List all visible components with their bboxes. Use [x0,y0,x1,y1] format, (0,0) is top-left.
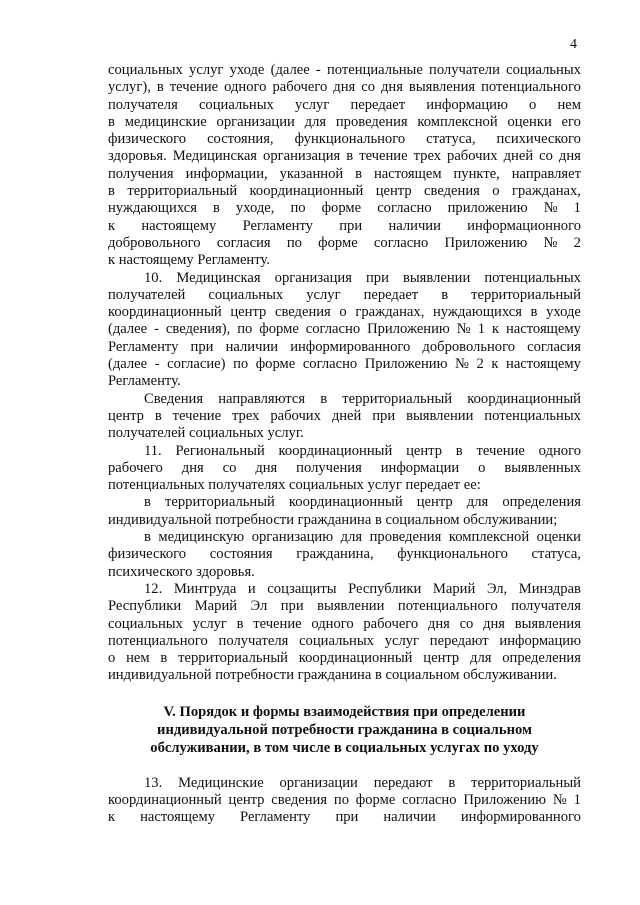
word: 10. [144,269,163,286]
word: 1 [477,321,485,338]
word: настоящем [373,165,442,182]
word: территориальный [471,286,581,303]
text-line [108,616,581,633]
word: потенциального [108,632,208,649]
word: функционального [397,546,508,563]
word: определения [502,494,581,511]
word: медицинскую [158,529,245,546]
paragraph [108,494,581,529]
word: № [456,321,471,338]
word: территориальный [178,650,288,667]
word: получателя [108,96,178,113]
word: соцзащиты [267,580,337,597]
text-line [108,218,581,235]
word: Марий [194,598,238,615]
word: гражданах, [511,183,581,200]
word: передают [429,632,489,649]
heading-line: индивидуальной потребности гражданина в социальном [157,721,532,738]
word: настоящему [140,809,216,826]
word: передают [373,774,433,791]
word: 1 [573,791,581,808]
word: социальных [506,62,581,78]
word: в [154,407,162,424]
word: в [236,615,244,632]
heading-line: V. Порядок и формы взаимодействия при определении [163,703,526,720]
word: одного [311,615,354,632]
word: выявлении [317,598,385,615]
word: к [491,356,499,373]
word: нуждающихся [432,304,522,321]
text-line [108,792,581,809]
word: комплексной [448,529,530,546]
word: 2 [573,234,581,251]
word: Марий [432,580,476,597]
word: к [491,321,500,338]
text-line [108,809,581,826]
section-heading [108,703,581,757]
word: при [365,269,389,286]
text-line [108,200,581,217]
document-body [108,62,581,827]
word: получателя [511,598,581,615]
word: Регламенту [240,809,311,826]
word: для [304,113,327,130]
text-line: индивидуальной потребности гражданина в социальном обслуживании; [108,511,558,528]
word: организации [279,774,358,791]
word: в [346,148,354,165]
text-line [108,79,581,96]
word: оценки [536,529,581,546]
word: по [237,321,253,338]
text-line: потенциальных получателях социальных услуг передает ее: [108,477,481,494]
word: дней [331,407,362,424]
text-line [108,131,581,148]
word: услуг [192,615,227,632]
word: социальных [208,286,284,303]
word: в [108,113,115,130]
text-line [108,339,581,356]
word: физического [108,131,187,148]
word: Приложению [444,234,528,251]
word: Медицинские [178,774,264,791]
word: Сведения [144,390,204,407]
text-line [108,650,581,667]
word: направляются [218,390,306,407]
word: течение [253,615,302,632]
word: социальных [299,632,374,649]
page-number: 4 [570,37,577,52]
word: о [339,304,347,321]
word: функционального [294,131,406,148]
word: 2 [476,356,484,373]
word: гражданина, [296,546,374,563]
word: при [339,217,363,234]
word: потенциального [481,79,581,96]
word: дня [181,459,204,476]
text-line: Регламенту. [108,373,181,390]
word: передает [363,286,419,303]
word: оценки [507,113,552,130]
text-line [108,114,581,131]
word: настоящему [506,356,581,373]
word: услуг [294,96,330,113]
word: физического [108,546,187,563]
text-line [108,633,581,650]
word: территориальный [342,390,453,407]
word: координационный [467,390,581,407]
heading-line: обслуживании, в том числе в социальных услугах по уходу [150,739,539,756]
text-line [108,148,581,165]
word: форме [259,321,299,338]
word: социальных [108,62,183,78]
word: течение [359,148,408,165]
word: Медицинская [172,148,258,165]
word: уходе [229,62,265,78]
word: выявлении [402,269,471,286]
word: информированного [460,809,581,826]
word: - [315,62,321,78]
word: территориальный [127,183,238,200]
word: координационный [108,304,222,321]
word: указанной [279,165,344,182]
word: со [459,615,474,632]
word: (далее [108,321,148,338]
paragraph [108,62,581,270]
word: согласно [373,234,429,251]
word: выявлении [406,407,474,424]
text-line [108,235,581,252]
word: нуждающихся [108,200,197,217]
word: согласно [305,321,361,338]
word: для [466,494,489,511]
word: выявленных [504,459,581,476]
word: в [212,200,220,217]
word: информации, [185,165,268,182]
word: потенциальные [326,62,423,78]
word: № [543,200,558,217]
word: в [156,79,164,96]
word: определения [502,650,581,667]
word: Регламенту [108,338,179,355]
paragraph [108,775,581,827]
word: направляет [511,165,581,182]
word: территориальный [471,774,581,791]
word: дня [483,615,506,632]
word: сведения [274,304,331,321]
word: по [290,200,306,217]
word: Эл [250,598,268,615]
text-line [108,391,581,408]
word: по [233,356,249,373]
word: в [448,774,456,791]
word: Приложению [463,791,547,808]
word: Республики [348,580,422,597]
word: сведения [424,183,480,200]
word: Эл, [486,580,508,597]
word: настоящему [505,321,581,338]
word: 11. [144,442,162,459]
word: центр [423,650,460,667]
word: координационный [298,650,413,667]
word: уходе [546,304,581,321]
word: центр [230,304,267,321]
word: информацию [426,96,508,113]
text-line [108,166,581,183]
word: форме [318,234,358,251]
word: № [455,356,469,373]
word: трех [231,407,260,424]
word: Республики [108,598,182,615]
word: центр [416,494,453,511]
word: выявления [408,79,476,96]
word: информации [380,459,460,476]
word: в [320,390,328,407]
word: (далее [270,62,310,78]
word: его [561,113,581,130]
word: нем [557,96,581,113]
word: потенциальных [484,269,581,286]
word: № [543,234,558,251]
word: услуг [306,286,341,303]
word: получения [108,165,174,182]
word: получателя [218,632,289,649]
word: при [190,338,214,355]
paragraph [108,529,581,581]
word: согласно [402,791,457,808]
word: Приложению [364,356,448,373]
text-line [108,529,581,546]
word: Медицинская [176,269,261,286]
text-line [108,97,581,114]
word: организацию [251,529,334,546]
word: 12. [144,580,163,597]
word: при [335,809,359,826]
word: дня [255,459,278,476]
word: согласно [377,200,432,217]
word: сведения [271,791,328,808]
word: организация [263,148,341,165]
text-line [108,304,581,321]
word: о [529,96,537,113]
text-line [108,356,581,373]
word: организация [274,269,352,286]
text-line: индивидуальной потребности гражданина в социальном обслуживании. [108,667,557,684]
word: рабочего [108,459,163,476]
word: приложению [447,200,528,217]
word: № [552,791,567,808]
word: Региональный [175,442,265,459]
word: для [340,529,363,546]
word: в [530,304,538,321]
word: течение [169,79,219,96]
word: территориальный [165,494,275,511]
text-line [108,270,581,287]
word: центр [228,791,265,808]
word: состояния [209,546,273,563]
word: в [108,183,115,200]
word: дней [503,148,534,165]
text-line [108,408,581,425]
word: в [355,165,363,182]
word: (далее [108,356,148,373]
word: координационный [249,183,364,200]
text-line [108,598,581,615]
word: проведения [335,113,408,130]
word: рабочего [363,615,419,632]
word: статуса, [531,546,581,563]
word: Минтруда [173,580,237,597]
word: для [470,650,492,667]
word: психического [496,131,581,148]
paragraph [108,391,581,443]
word: согласие) [167,356,226,373]
word: в [441,286,449,303]
word: выявления [514,615,581,632]
word: форме [355,791,396,808]
word: при [372,407,396,424]
word: состояния, [207,131,274,148]
paragraph [108,270,581,391]
word: центр [108,407,144,424]
word: со [361,79,375,96]
word: добровольного [422,338,516,355]
word: согласно [302,356,358,373]
word: социальных [198,96,274,113]
word: о [108,650,116,667]
word: потенциальных [484,407,581,424]
word: пункте, [453,165,500,182]
word: нем [126,650,150,667]
word: координационный [108,791,222,808]
text-line [108,494,581,511]
word: передает [350,96,406,113]
word: центр [375,183,412,200]
word: согласия [527,338,581,355]
word: координационный [278,442,393,459]
word: трех [413,148,442,165]
word: услуг), [108,79,151,96]
word: Приложению [367,321,450,338]
word: получателей [108,286,186,303]
text-line [108,581,581,598]
word: услуг [189,62,224,78]
text-line [108,443,581,460]
word: течение [476,442,525,459]
word: о [492,183,500,200]
word: по [286,234,302,251]
word: форме [255,356,296,373]
word: со [222,459,237,476]
word: дня [558,148,581,165]
word: рабочих [447,148,498,165]
word: в [160,650,168,667]
text-line [108,321,581,338]
word: сведения), [165,321,231,338]
text-line [108,62,581,79]
word: получения [296,459,362,476]
word: одного [538,442,581,459]
word: Регламенту [242,217,313,234]
word: уходе, [235,200,275,217]
word: со [539,148,553,165]
word: форме [321,200,362,217]
word: 1 [573,200,581,217]
word: организации [216,113,295,130]
word: центр [406,442,443,459]
word: потенциального [397,598,498,615]
word: статуса, [426,131,476,148]
word: координационный [288,494,403,511]
text-line [108,183,581,200]
word: проведения [369,529,442,546]
word: комплексной [417,113,498,130]
word: рабочих [270,407,321,424]
word: услуг [384,632,420,649]
word: о [478,459,486,476]
word: к [108,809,116,826]
word: информацию [499,632,581,649]
word: наличии [225,338,279,355]
word: дня [380,79,403,96]
word: в [144,494,151,511]
word: и [247,580,256,597]
text-line [108,460,581,477]
word: гражданах, [355,304,425,321]
word: медицинские [124,113,207,130]
word: информированного [290,338,411,355]
paragraph [108,581,581,685]
word: согласия [216,234,271,251]
word: Минздрав [518,580,581,597]
word: - [154,356,160,373]
word: в [455,442,463,459]
word: по [333,791,349,808]
word: социальных [108,615,183,632]
word: течение [172,407,222,424]
word: в [144,529,151,546]
word: одного [224,79,267,96]
text-line [108,287,581,304]
word: рабочего [272,79,328,96]
word: наличии [388,217,441,234]
word: настоящему [141,217,217,234]
word: наличии [383,809,436,826]
text-line: психического здоровья. [108,563,255,580]
word: - [154,321,159,338]
text-line [108,775,581,792]
text-line: к настоящему Регламенту. [108,252,270,269]
word: информационного [467,217,581,234]
word: при [280,598,304,615]
word: дня [427,615,450,632]
text-line [108,546,581,563]
word: 13. [144,774,163,791]
word: к [108,217,116,234]
word: дня [333,79,356,96]
word: здоровья. [108,148,167,165]
text-line: получателей социальных услуг. [108,425,304,442]
word: получатели [429,62,500,78]
paragraph [108,443,581,495]
word: добровольного [108,234,201,251]
